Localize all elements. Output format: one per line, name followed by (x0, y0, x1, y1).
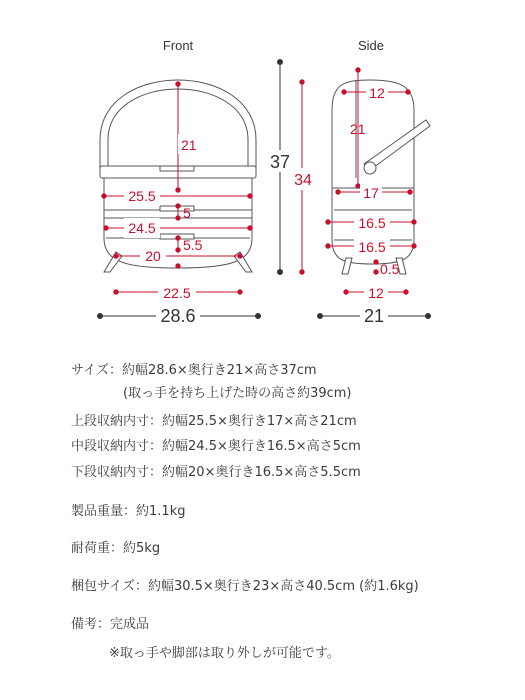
dimension-diagram (0, 0, 525, 340)
spec-size-note (123, 387, 352, 400)
spec-weight (71, 505, 185, 518)
spec-remarks-note (109, 647, 340, 660)
spec-remarks (71, 618, 149, 631)
spec-value: 約幅30.5×奥行き23×高さ40.5cm (約1.6kg) (147, 579, 419, 594)
front-upper-width: 25.5 (128, 188, 156, 204)
side-title: Side (357, 38, 385, 53)
side-upper-depth: 17 (363, 185, 379, 201)
front-title: Front (162, 38, 194, 53)
spec-upper (71, 415, 357, 428)
spec-label: サイズ： (71, 363, 122, 378)
spec-value: 約幅20×奥行き16.5×高さ5.5cm (162, 465, 361, 480)
spec-lower (71, 466, 361, 479)
side-handle-height: 21 (350, 121, 366, 137)
front-total-width: 28.6 (160, 306, 196, 326)
spec-label: 中段収納内寸： (71, 439, 163, 454)
spec-value: 約幅24.5×奥行き16.5×高さ5cm (162, 439, 361, 454)
spec-value: 約5kg (123, 541, 161, 556)
front-total-height: 37 (269, 152, 291, 172)
spec-middle (71, 440, 361, 453)
spec-value: 約1.1kg (136, 504, 186, 519)
spec-label: 上段収納内寸： (71, 414, 163, 429)
side-middle-depth: 16.5 (358, 215, 386, 231)
spec-value: 約幅25.5×奥行き17×高さ21cm (162, 414, 357, 429)
side-lower-depth: 16.5 (358, 239, 386, 255)
spec-value: 約幅28.6×奥行き21×高さ37cm (121, 363, 317, 378)
spec-label: 備考： (71, 617, 111, 632)
side-hinge (364, 162, 376, 174)
side-leg-depth: 12 (368, 285, 384, 301)
spec-label: 耐荷重： (71, 541, 124, 556)
spec-value: 完成品 (110, 617, 150, 632)
spec-label: 下段収納内寸： (71, 465, 163, 480)
side-total-height: 34 (294, 172, 312, 189)
front-middle-height: 5 (183, 205, 191, 221)
spec-label: 梱包サイズ： (71, 579, 148, 594)
spec-label: 製品重量： (71, 504, 137, 519)
front-handle-height: 21 (181, 137, 197, 153)
side-top-depth: 12 (369, 85, 385, 101)
spec-package (71, 580, 419, 593)
front-leg-width: 22.5 (163, 285, 191, 301)
spec-load (71, 542, 160, 555)
spec-value: (取っ手を持ち上げた時の高さ約39cm) (123, 386, 352, 401)
side-total-depth: 21 (363, 306, 385, 326)
side-bottom-gap: 0.5 (380, 261, 400, 277)
spec-value: ※取っ手や脚部は取り外しが可能です。 (109, 646, 340, 661)
spec-size (71, 364, 317, 377)
front-lower-width: 20 (145, 248, 161, 264)
front-middle-width: 24.5 (128, 220, 156, 236)
front-lower-height: 5.5 (183, 237, 203, 253)
